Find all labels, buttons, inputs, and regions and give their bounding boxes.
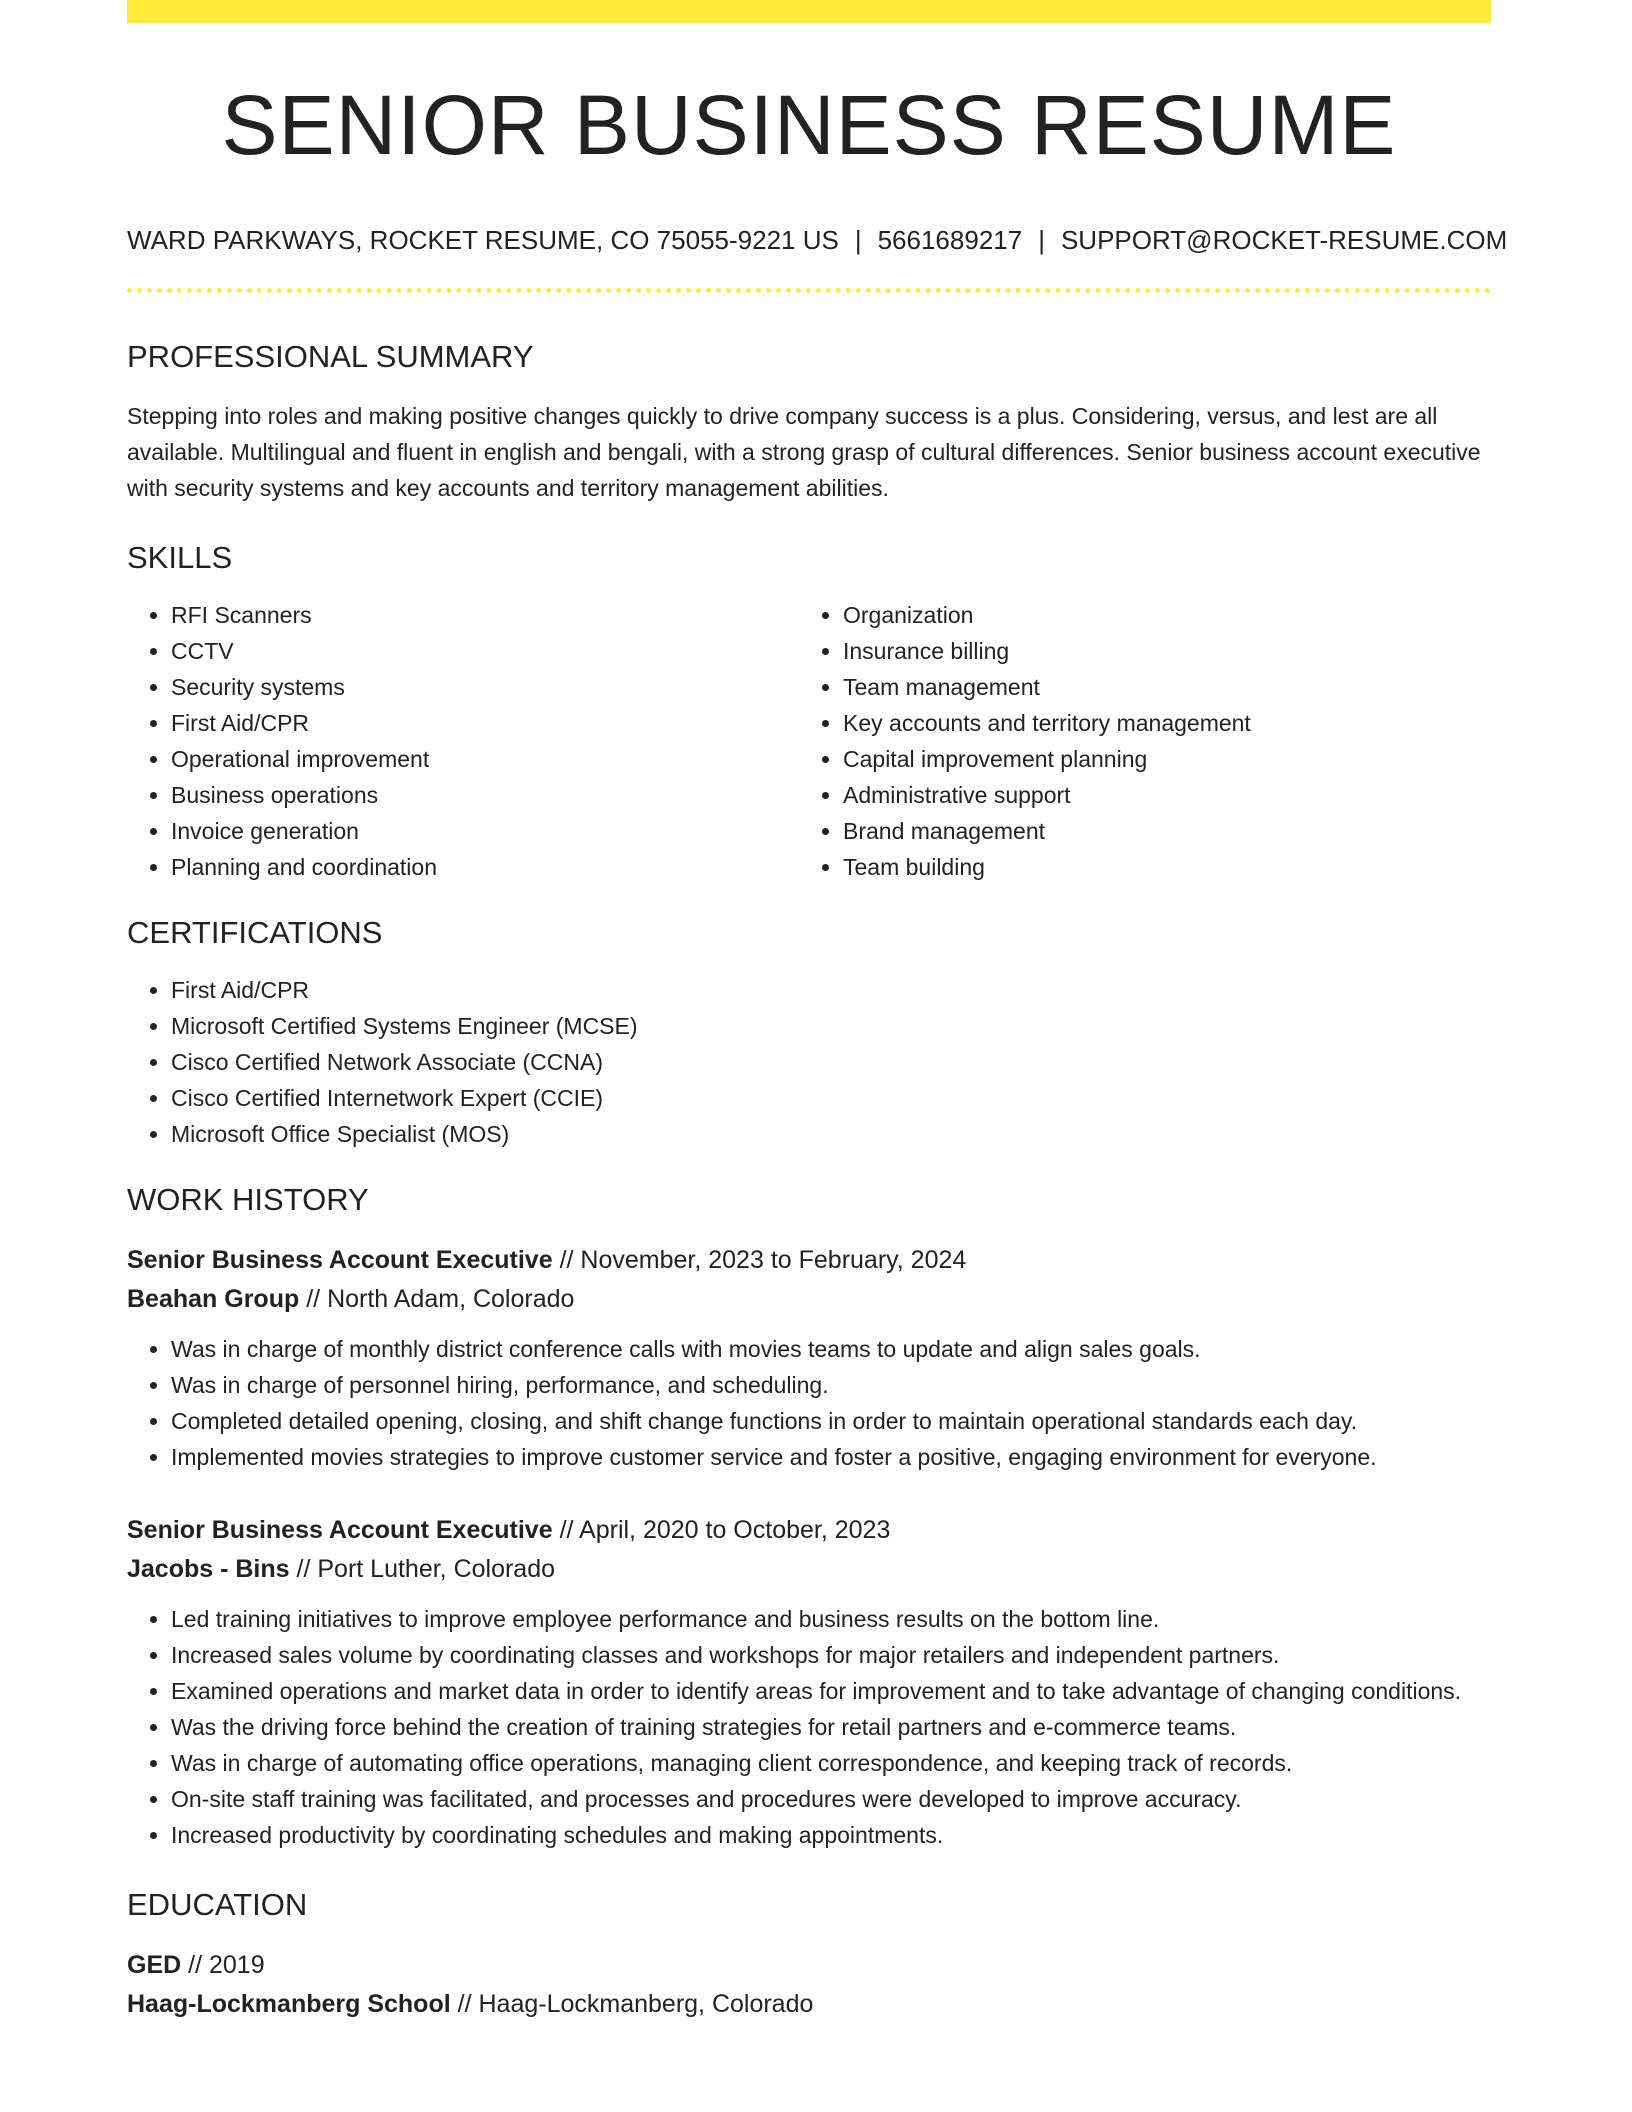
skills-grid <box>127 597 1491 885</box>
job-bullets <box>127 1601 1491 1853</box>
degree-line <box>127 1946 1491 1985</box>
skill-item: • First Aid/CPR <box>171 705 799 741</box>
job-bullet: • Was the driving force behind the creation of training strategies for retail partners and e-commerce teams. <box>171 1709 1491 1745</box>
education-section <box>127 1889 1491 2024</box>
divider: // <box>306 1285 321 1313</box>
job-company-line <box>127 1280 1491 1319</box>
skill-item: • Operational improvement <box>171 741 799 777</box>
skill-item: • Organization <box>843 597 1471 633</box>
certification-item: • Microsoft Office Specialist (MOS) <box>171 1116 1491 1152</box>
divider: // <box>559 1516 574 1544</box>
divider: // <box>188 1951 203 1979</box>
job-company: Beahan Group <box>127 1285 300 1313</box>
certification-item: • Cisco Certified Internetwork Expert (CCIE) <box>171 1080 1491 1116</box>
skill-item: • Insurance billing <box>843 633 1471 669</box>
job-dates: April, 2020 to October, 2023 <box>579 1516 891 1544</box>
job-location: North Adam, Colorado <box>327 1285 575 1313</box>
certification-item: • Microsoft Certified Systems Engineer (MCSE) <box>171 1008 1491 1044</box>
job-title-line <box>127 1241 1491 1280</box>
skill-item: • Security systems <box>171 669 799 705</box>
job-company-line <box>127 1550 1491 1589</box>
contact-phone: 5661689217 <box>877 225 1023 255</box>
skill-item: • Business operations <box>171 777 799 813</box>
section-heading: PROFESSIONAL SUMMARY <box>127 339 534 374</box>
certifications-list <box>127 972 1491 1152</box>
job-bullet: • On-site staff training was facilitated, and processes and procedures were developed to improve accuracy. <box>171 1781 1491 1817</box>
contact-address: WARD PARKWAYS, ROCKET RESUME, CO 75055-9221 US <box>127 225 839 255</box>
summary-text: Stepping into roles and making positive changes quickly to drive company success is a plus. Considering, versus, and lest are all available. Multilingual and fluent in english and bengali, with a strong grasp of cultural differences. Senior business account executive with security systems and key accounts and territory management abilities. <box>127 403 1481 501</box>
job-bullet: • Examined operations and market data in order to identify areas for improvement and to take advantage of changing conditions. <box>171 1673 1491 1709</box>
skills-section <box>127 542 1491 885</box>
skill-item: • Key accounts and territory management <box>843 705 1471 741</box>
skill-item: • Brand management <box>843 813 1471 849</box>
job-entry <box>127 1241 1491 1475</box>
top-accent-bar <box>127 0 1491 23</box>
job-bullet: • Implemented movies strategies to improve customer service and foster a positive, engaging environment for everyone. <box>171 1439 1491 1475</box>
job-title: Senior Business Account Executive <box>127 1246 553 1274</box>
work-history-section <box>127 1184 1491 1853</box>
job-dates: November, 2023 to February, 2024 <box>580 1246 967 1274</box>
section-heading: WORK HISTORY <box>127 1182 369 1217</box>
job-bullet: • Was in charge of automating office operations, managing client correspondence, and keeping track of records. <box>171 1745 1491 1781</box>
certification-item: • Cisco Certified Network Associate (CCNA) <box>171 1044 1491 1080</box>
job-bullet: • Completed detailed opening, closing, and shift change functions in order to maintain operational standards each day. <box>171 1403 1491 1439</box>
skill-item: • Team building <box>843 849 1471 885</box>
contact-separator: | <box>1038 225 1045 255</box>
job-location: Port Luther, Colorado <box>317 1555 556 1583</box>
school-name: Haag-Lockmanberg School <box>127 1990 451 2018</box>
section-heading: EDUCATION <box>127 1887 308 1922</box>
job-bullet: • Increased productivity by coordinating schedules and making appointments. <box>171 1817 1491 1853</box>
section-heading: CERTIFICATIONS <box>127 915 383 950</box>
skill-item: • Team management <box>843 669 1471 705</box>
skill-item: • Administrative support <box>843 777 1471 813</box>
certification-item: • First Aid/CPR <box>171 972 1491 1008</box>
education-entry <box>127 1946 1491 2024</box>
job-company: Jacobs - Bins <box>127 1555 290 1583</box>
skill-item: • Planning and coordination <box>171 849 799 885</box>
skills-list-right <box>799 597 1471 885</box>
divider: // <box>559 1246 574 1274</box>
certifications-section <box>127 917 1491 1152</box>
skills-list-left <box>127 597 799 885</box>
resume-page <box>127 0 1508 2024</box>
job-title: Senior Business Account Executive <box>127 1516 553 1544</box>
job-entry <box>127 1511 1491 1853</box>
section-heading: SKILLS <box>127 540 233 575</box>
degree: GED <box>127 1951 182 1979</box>
skill-item: • Capital improvement planning <box>843 741 1471 777</box>
contact-email: SUPPORT@ROCKET-RESUME.COM <box>1060 225 1508 255</box>
skill-item: • RFI Scanners <box>171 597 799 633</box>
job-bullet: • Led training initiatives to improve employee performance and business results on the bottom line. <box>171 1601 1491 1637</box>
school-line <box>127 1985 1491 2024</box>
resume-title: SENIOR BUSINESS RESUME <box>221 78 1397 172</box>
skill-item: • Invoice generation <box>171 813 799 849</box>
divider: // <box>296 1555 311 1583</box>
job-bullet: • Increased sales volume by coordinating classes and workshops for major retailers and independent partners. <box>171 1637 1491 1673</box>
skill-item: • CCTV <box>171 633 799 669</box>
job-title-line <box>127 1511 1491 1550</box>
school-location: Haag-Lockmanberg, Colorado <box>478 1990 814 2018</box>
job-bullet: • Was in charge of monthly district conference calls with movies teams to update and align sales goals. <box>171 1331 1491 1367</box>
divider: // <box>457 1990 472 2018</box>
contact-line <box>127 225 1508 255</box>
header-divider <box>127 288 1491 293</box>
professional-summary-section <box>127 341 1491 506</box>
job-bullet: • Was in charge of personnel hiring, performance, and scheduling. <box>171 1367 1491 1403</box>
graduation-year: 2019 <box>209 1951 265 1979</box>
contact-separator: | <box>854 225 862 255</box>
job-bullets <box>127 1331 1491 1475</box>
